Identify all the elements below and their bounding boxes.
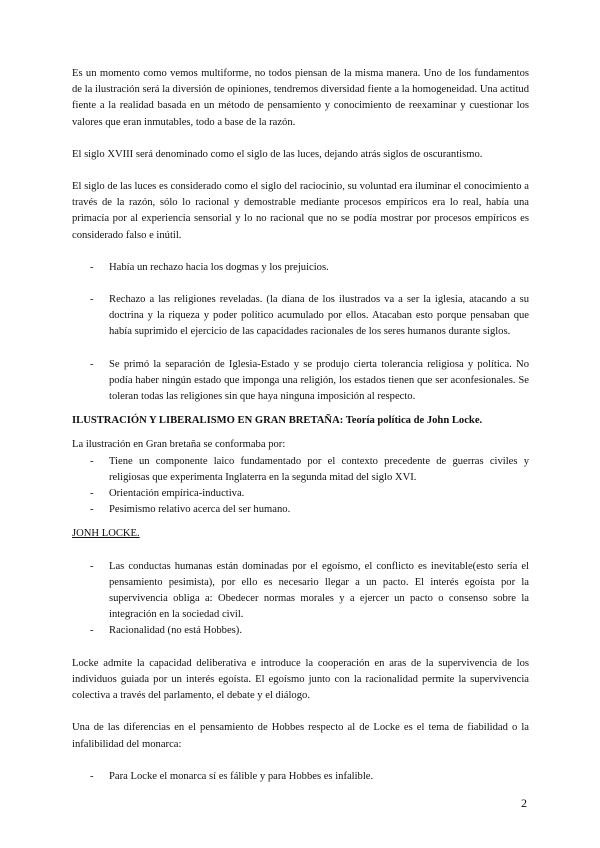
list-item: - Para Locke el monarca sí es fálible y para Hobbes es infalible. — [72, 769, 529, 785]
list-gran-bretana — [72, 454, 529, 519]
list-ilustrados — [72, 260, 529, 405]
list-item: - Rechazo a las religiones reveladas. (la diana de los ilustrados va a ser la iglesia, atacando a su doctrina y la riqueza y poder político acumulado por ellos. Atacaban esto porque pensaban que había suprimido el ejercicio de las capacidades racionales de los seres humanos durante siglos. — [72, 292, 529, 341]
list-item: - Había un rechazo hacia los dogmas y los prejuicios. — [72, 260, 529, 276]
list-item: - Tiene un componente laico fundamentado por el contexto precedente de guerras civiles y religiosas que experimenta Inglaterra en la segunda mitad del siglo XVI. — [72, 454, 529, 486]
list-item: - Se primó la separación de Iglesia-Estado y se produjo cierta tolerancia religiosa y política. No podía haber ningún estado que imponga una religión, los estados tienen que ser aconfesionales. Se toleran todas las religiones sin que haya ninguna imposición al respecto. — [72, 357, 529, 406]
paragraph-locke: Locke admite la capacidad deliberativa e introduce la cooperación en aras de la supervivencia de los individuos guiada por un interés egoísta. El egoísmo junto con la racionalidad permite la supervivencia colectiva a través del parlamento, el debate y el diálogo. — [72, 657, 529, 702]
subheading-locke: JONH LOCKE. — [72, 528, 140, 540]
paragraph-siglo-xviii: El siglo XVIII será denominado como el siglo de las luces, dejando atrás siglos de oscurantismo. — [72, 148, 483, 160]
section-heading: ILUSTRACIÓN Y LIBERALISMO EN GRAN BRETAÑA: Teoría política de John Locke. — [72, 415, 483, 427]
list-item: - Pesimismo relativo acerca del ser humano. — [72, 502, 529, 518]
list-item: - Racionalidad (no está Hobbes). — [72, 623, 529, 639]
paragraph-differences: Una de las diferencias en el pensamiento de Hobbes respecto al de Locke es el tema de fiabilidad o la infalibilidad del monarca: — [72, 722, 529, 750]
list-item: - Las conductas humanas están dominadas por el egoísmo, el conflicto es inevitable(esto sería el pensamiento pesimista), por ello es necesario llegar a un pacto. El interés egoísta por la supervivencia obliga a: Obedecer normas morales y a ejercer un pacto o consenso sobre la integración en la sociedad civil. — [72, 559, 529, 624]
list-monarca — [72, 769, 529, 785]
paragraph-diversity: Es un momento como vemos multiforme, no todos piensan de la misma manera. Uno de los fundamentos de la ilustración será la diversión de opiniones, tendremos diversidad fiente a la homogeneidad. Una actitud fiente a la realidad basada en un método de pensamiento y conocimiento de reexaminar y cuestionar los valores que eran inmutables, todo a base de la razón. — [72, 68, 529, 128]
page-number: 2 — [521, 796, 527, 810]
list-locke — [72, 559, 529, 640]
document-page — [72, 66, 529, 785]
paragraph-siglo-luces: El siglo de las luces es considerado como el siglo del raciocinio, su voluntad era iluminar el conocimiento a través de la razón, sólo lo racional y demostrable mediante procesos empíricos era lo real, había una primacía por al experiencia sensorial y lo no racional que no se podía mostrar por procesos empíricos es considerado falso e inútil. — [72, 181, 529, 241]
paragraph-intro-gb: La ilustración en Gran bretaña se conformaba por: — [72, 439, 286, 451]
list-item: - Orientación empírica-inductiva. — [72, 486, 529, 502]
